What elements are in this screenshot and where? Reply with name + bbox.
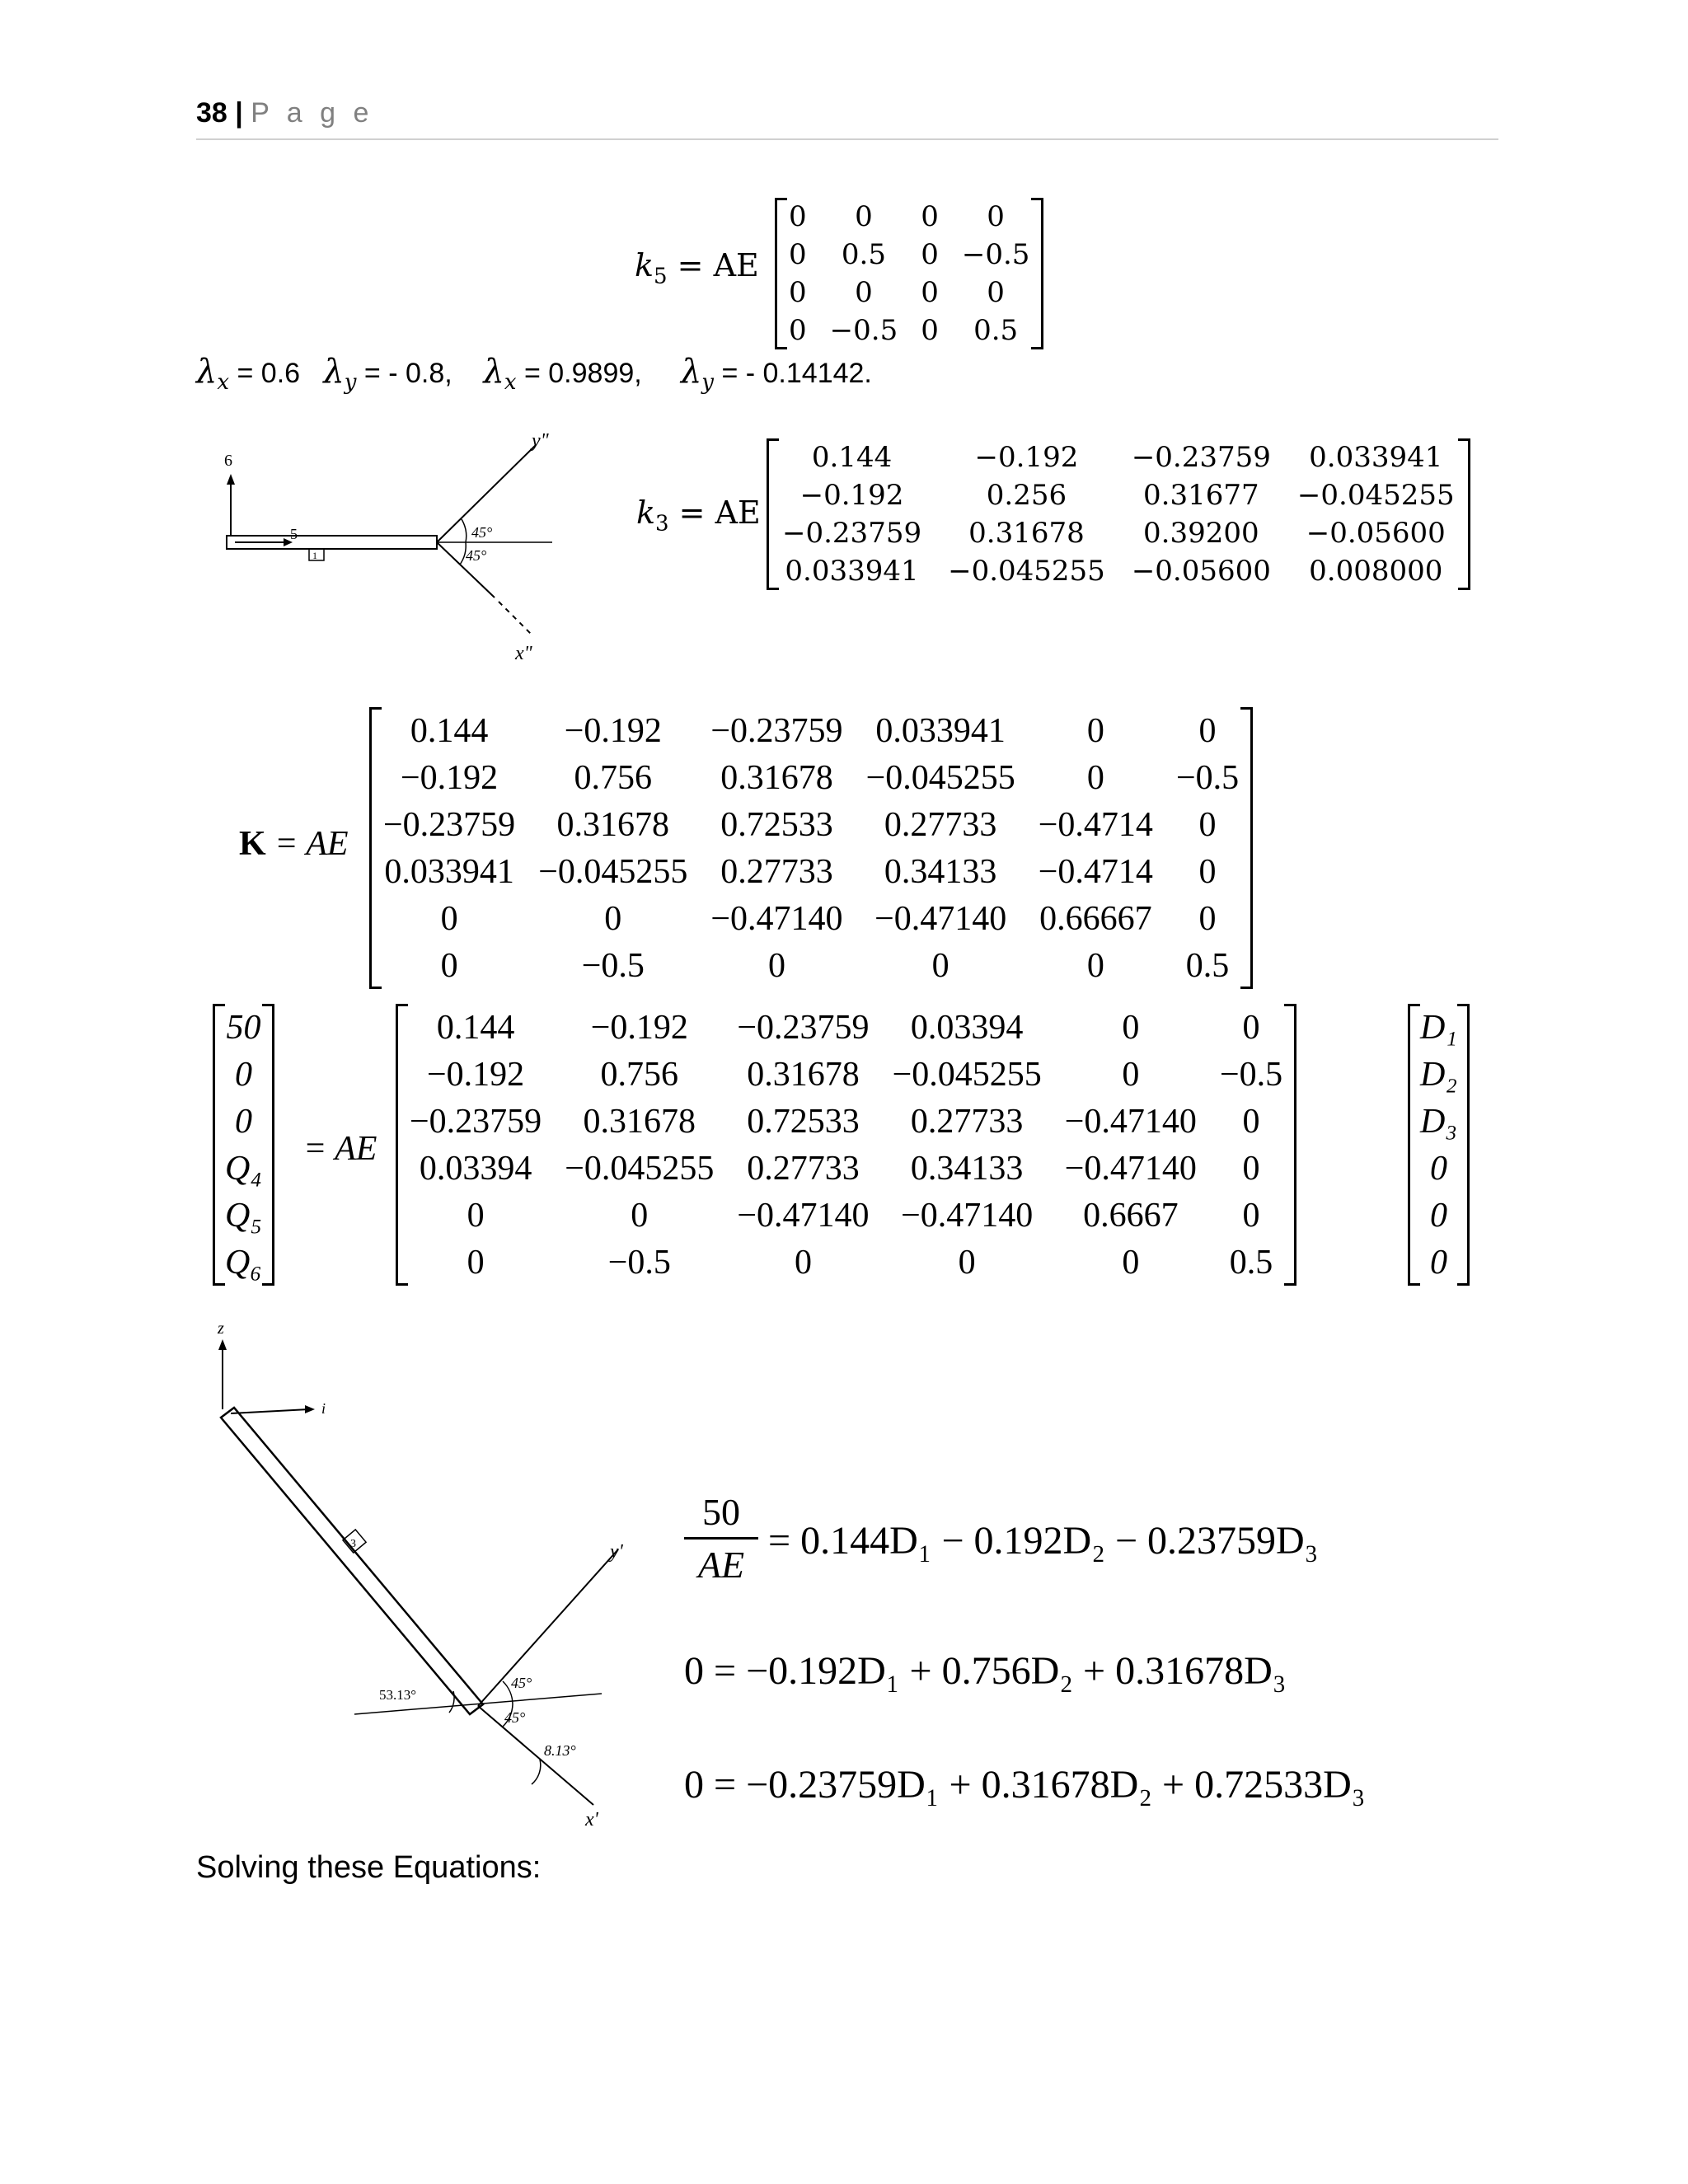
matrix-row	[398, 1145, 1294, 1192]
global-k-cell: −0.47140	[874, 899, 1007, 938]
system-cell: 0.31678	[747, 1055, 860, 1094]
displacement-vector-cell: D₃	[1420, 1102, 1457, 1141]
k5-cell: 0	[789, 238, 807, 271]
matrix-row	[215, 1004, 272, 1051]
system-cell: −0.23759	[410, 1102, 542, 1141]
global-k-cell: 0	[1198, 852, 1217, 891]
system-cell: 0.03394	[419, 1149, 532, 1188]
global-k-cell: −0.045255	[865, 758, 1015, 797]
matrix-row	[777, 274, 1041, 312]
matrix-row	[398, 1098, 1294, 1145]
load-vector-cell: Q₅	[225, 1196, 262, 1235]
equation-2: 0 = −0.192D₁ + 0.756D₂ + 0.31678D₃	[684, 1649, 1287, 1693]
k5-cell: 0	[987, 276, 1005, 309]
x-prime-label: x'	[585, 1809, 598, 1830]
angle-label-top: 45°	[471, 524, 493, 541]
global-k-cell: −0.192	[401, 758, 499, 797]
system-stiffness-matrix	[396, 1004, 1296, 1286]
global-k-cell: 0.033941	[384, 852, 514, 891]
load-vector-cell: 50	[226, 1008, 261, 1047]
k3-label: $k_3$ = AE	[636, 494, 761, 537]
system-cell: −0.47140	[737, 1196, 870, 1235]
global-k-cell: −0.192	[564, 711, 662, 750]
displacement-vector-cell: 0	[1429, 1243, 1447, 1282]
system-cell: 0	[1122, 1008, 1140, 1047]
global-k-cell: 0.27733	[720, 852, 833, 891]
matrix-row	[398, 1004, 1294, 1051]
page-word: P a g e	[251, 97, 374, 129]
matrix-row	[1410, 1098, 1467, 1145]
global-k-cell: 0.756	[574, 758, 653, 797]
load-vector-cell: 0	[234, 1055, 252, 1094]
global-k-cell: 0.27733	[884, 805, 997, 844]
system-cell: 0	[1242, 1102, 1260, 1141]
system-cell: 0.144	[436, 1008, 515, 1047]
global-stiffness-matrix	[369, 707, 1253, 989]
header-rule	[196, 138, 1498, 140]
system-cell: 0	[631, 1196, 649, 1235]
angle-label-53: 53.13°	[379, 1687, 417, 1703]
matrix-row	[215, 1192, 272, 1239]
global-k-cell: 0.34133	[884, 852, 997, 891]
system-eq-sign: = AE	[303, 1130, 377, 1168]
node-label-6: 6	[224, 452, 232, 470]
global-k-cell: 0	[1198, 899, 1217, 938]
system-cell: −0.23759	[737, 1008, 870, 1047]
system-cell: 0.03394	[910, 1008, 1024, 1047]
z-axis-label: z	[218, 1319, 224, 1338]
system-cell: 0	[958, 1243, 976, 1282]
matrix-row	[398, 1239, 1294, 1286]
k5-cell: 0	[987, 200, 1005, 233]
matrix-row	[372, 942, 1250, 989]
k5-cell: 0	[789, 200, 807, 233]
direction-cosines: $\lambda_x = 0.6$ $\lambda_y$ = - 0.8, $\lambda_x = 0.9899$, $\lambda_y$ = - 0.14142.	[196, 353, 872, 395]
global-k-cell: −0.4714	[1038, 852, 1153, 891]
k3-cell: −0.192	[799, 479, 904, 512]
matrix-row	[769, 476, 1468, 514]
matrix-row	[372, 895, 1250, 942]
global-k-cell: −0.5	[1175, 758, 1240, 797]
matrix-row	[777, 198, 1041, 236]
k5-cell: 0	[921, 200, 939, 233]
system-cell: 0	[1122, 1055, 1140, 1094]
angle-label-bottom: 45°	[466, 547, 487, 564]
system-cell: 0.34133	[910, 1149, 1024, 1188]
global-k-cell: 0	[604, 899, 622, 938]
displacement-vector-cell: D₁	[1420, 1008, 1457, 1047]
k3-cell: 0.144	[811, 441, 893, 474]
k5-cell: 0	[789, 276, 807, 309]
global-k-cell: −0.47140	[710, 899, 843, 938]
header-separator: |	[235, 97, 243, 129]
k5-cell: −0.5	[829, 314, 898, 347]
global-k-cell: 0.144	[410, 711, 489, 750]
system-cell: −0.192	[427, 1055, 525, 1094]
load-vector-cell: Q₆	[225, 1243, 262, 1282]
system-cell: −0.045255	[892, 1055, 1042, 1094]
k3-cell: 0.033941	[1309, 441, 1443, 474]
global-k-cell: 0	[767, 946, 785, 985]
k3-cell: −0.192	[974, 441, 1079, 474]
y-axis-label: y"	[532, 430, 549, 452]
k3-cell: −0.045255	[1296, 479, 1455, 512]
system-cell: 0	[1242, 1149, 1260, 1188]
system-cell: 0.27733	[747, 1149, 860, 1188]
global-k-cell: −0.23759	[383, 805, 516, 844]
global-k-cell: 0.033941	[875, 711, 1006, 750]
k5-cell: −0.5	[961, 238, 1030, 271]
global-k-cell: −0.23759	[710, 711, 843, 750]
matrix-row	[1410, 1004, 1467, 1051]
displacement-vector-cell: D₂	[1420, 1055, 1457, 1094]
load-vector	[213, 1004, 274, 1286]
matrix-row	[215, 1239, 272, 1286]
matrix-row	[769, 438, 1468, 476]
k3-cell: −0.23759	[782, 517, 922, 550]
matrix-row	[1410, 1192, 1467, 1239]
y-prime-label: y'	[610, 1541, 623, 1563]
k3-cell: 0.31677	[1143, 479, 1259, 512]
k5-cell: 0.5	[973, 314, 1019, 347]
k5-cell: 0.5	[841, 238, 886, 271]
k5-label: $k_5$ = AE	[635, 247, 759, 289]
system-cell: −0.47140	[1064, 1149, 1197, 1188]
k3-cell: −0.05600	[1306, 517, 1446, 550]
angle-label-45-bottom: 45°	[504, 1709, 526, 1726]
matrix-row	[372, 707, 1250, 754]
matrix-row	[398, 1051, 1294, 1098]
system-cell: 0	[1122, 1243, 1140, 1282]
global-k-cell: −0.045255	[538, 852, 688, 891]
equation-1-fraction: 50 AE	[684, 1490, 758, 1586]
k5-cell: 0	[855, 276, 873, 309]
k3-matrix	[767, 438, 1470, 590]
system-cell: −0.5	[1219, 1055, 1283, 1094]
k3-cell: 0.31678	[968, 517, 1085, 550]
member-number-3: 3	[350, 1538, 356, 1550]
matrix-row	[215, 1051, 272, 1098]
load-vector-cell: Q₄	[225, 1149, 262, 1188]
system-cell: −0.47140	[901, 1196, 1034, 1235]
matrix-row	[769, 514, 1468, 552]
load-vector-cell: 0	[234, 1102, 252, 1141]
system-cell: 0	[467, 1196, 485, 1235]
system-cell: −0.045255	[565, 1149, 715, 1188]
equation-3: 0 = −0.23759D₁ + 0.31678D₂ + 0.72533D₃	[684, 1763, 1366, 1807]
system-cell: 0	[1242, 1196, 1260, 1235]
global-k-cell: −0.4714	[1038, 805, 1153, 844]
angle-label-8: 8.13°	[544, 1742, 576, 1759]
system-cell: 0	[794, 1243, 812, 1282]
matrix-row	[1410, 1239, 1467, 1286]
matrix-row	[398, 1192, 1294, 1239]
system-cell: 0.72533	[747, 1102, 860, 1141]
angle-label-45-top: 45°	[511, 1675, 532, 1691]
member-3-diagram	[206, 1310, 668, 1838]
k5-cell: 0	[921, 276, 939, 309]
global-k-cell: 0.31678	[720, 758, 833, 797]
k3-cell: −0.23759	[1131, 441, 1271, 474]
page-number: 38	[196, 97, 227, 129]
system-cell: 0.27733	[910, 1102, 1024, 1141]
global-k-cell: 0.31678	[556, 805, 670, 844]
global-k-cell: 0	[440, 946, 458, 985]
matrix-row	[777, 312, 1041, 349]
matrix-row	[215, 1098, 272, 1145]
k5-cell: 0	[921, 314, 939, 347]
global-k-cell: 0	[440, 899, 458, 938]
global-k-cell: −0.5	[581, 946, 645, 985]
global-k-cell: 0	[1086, 758, 1104, 797]
solving-text: Solving these Equations:	[196, 1850, 542, 1885]
matrix-row	[215, 1145, 272, 1192]
global-k-cell: 0	[1086, 711, 1104, 750]
system-cell: 0.6667	[1083, 1196, 1179, 1235]
k3-cell: 0.39200	[1143, 517, 1259, 550]
global-k-label: K = AE	[239, 825, 349, 863]
displacement-vector-cell: 0	[1429, 1149, 1447, 1188]
system-cell: 0	[1242, 1008, 1260, 1047]
matrix-row	[777, 236, 1041, 274]
member-number: 1	[312, 550, 317, 561]
global-k-cell: 0.5	[1185, 946, 1230, 985]
k5-matrix	[775, 198, 1043, 349]
system-cell: −0.192	[590, 1008, 688, 1047]
k5-cell: 0	[855, 200, 873, 233]
system-cell: 0.756	[600, 1055, 679, 1094]
k5-cell: 0	[789, 314, 807, 347]
global-k-cell: 0	[1198, 711, 1217, 750]
global-k-cell: 0	[931, 946, 950, 985]
equation-1-rhs: = 0.144D₁ − 0.192D₂ − 0.23759D₃	[768, 1519, 1319, 1563]
node-label-5: 5	[290, 526, 298, 542]
global-k-cell: 0.66667	[1039, 899, 1152, 938]
k3-cell: −0.05600	[1131, 555, 1271, 588]
displacement-vector	[1408, 1004, 1470, 1286]
global-k-cell: 0	[1198, 805, 1217, 844]
matrix-row	[372, 754, 1250, 801]
k3-cell: 0.256	[986, 479, 1067, 512]
x-axis-label: x"	[515, 643, 532, 664]
k3-cell: −0.045255	[948, 555, 1105, 588]
page-header	[196, 97, 373, 129]
matrix-row	[1410, 1145, 1467, 1192]
global-k-cell: 0.72533	[720, 805, 833, 844]
k5-cell: 0	[921, 238, 939, 271]
displacement-vector-cell: 0	[1429, 1196, 1447, 1235]
system-cell: −0.47140	[1064, 1102, 1197, 1141]
system-cell: 0.31678	[583, 1102, 696, 1141]
k3-cell: 0.008000	[1309, 555, 1443, 588]
global-k-cell: 0	[1086, 946, 1104, 985]
matrix-row	[372, 801, 1250, 848]
matrix-row	[769, 552, 1468, 590]
member-1-diagram	[214, 429, 593, 668]
matrix-row	[1410, 1051, 1467, 1098]
matrix-row	[372, 848, 1250, 895]
system-cell: −0.5	[607, 1243, 671, 1282]
i-axis-label: i	[321, 1400, 326, 1417]
system-cell: 0	[467, 1243, 485, 1282]
k3-cell: 0.033941	[785, 555, 919, 588]
system-cell: 0.5	[1229, 1243, 1273, 1282]
